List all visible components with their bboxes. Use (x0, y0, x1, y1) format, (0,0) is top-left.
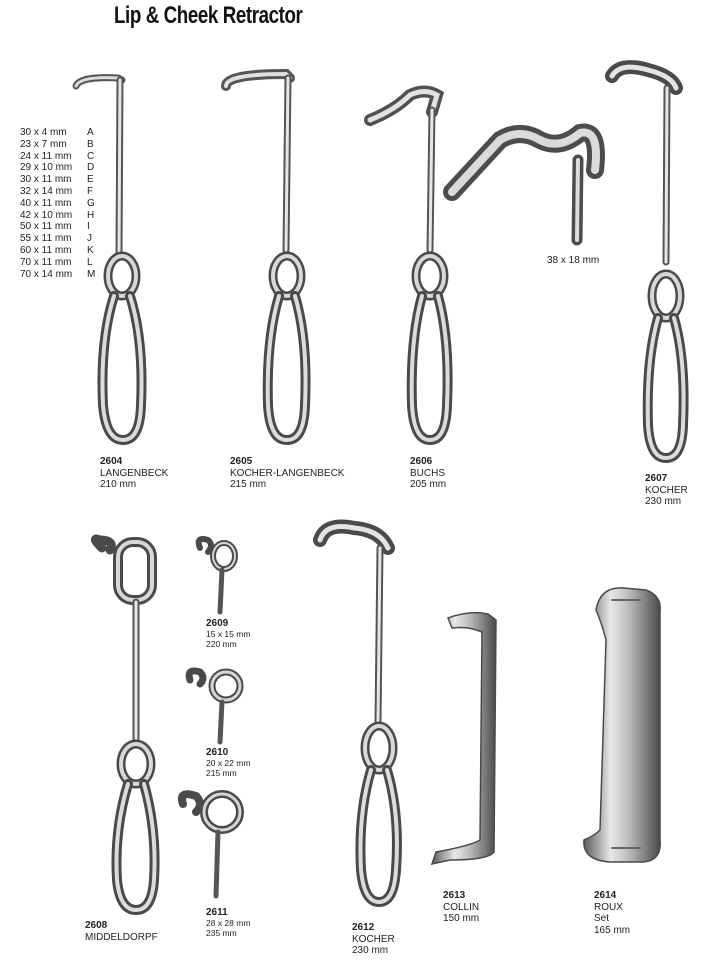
product-code: 2605 (230, 456, 253, 467)
size-dimension: 60 x 11 mm (20, 244, 72, 256)
size-letter: E (87, 174, 94, 186)
product-code: 2612 (352, 922, 375, 933)
product-2614-caption (594, 890, 630, 936)
product-2613-caption (443, 890, 479, 925)
size-dimension: 29 x 10 mm (20, 162, 73, 174)
product-2611-caption (206, 908, 250, 938)
product-code: 2608 (85, 920, 108, 931)
instrument-2614-image (584, 588, 660, 862)
product-2612-caption (352, 922, 395, 957)
size-letter: C (87, 150, 95, 162)
instrument-2606-image (370, 92, 448, 441)
size-letter: B (87, 138, 94, 150)
product-2606-caption (410, 456, 446, 491)
size-dimension: 55 x 11 mm (20, 233, 72, 245)
size-letter: F (87, 185, 94, 197)
size-letter: I (87, 221, 90, 233)
product-set-label: Set (594, 913, 610, 924)
size-letter: K (87, 244, 94, 256)
product-2605-caption (230, 456, 344, 491)
product-name: MIDDELDORPF (85, 931, 158, 943)
page-title: Lip & Cheek Retractor (114, 2, 303, 29)
instrument-2613-image (432, 613, 496, 864)
product-code: 2609 (206, 618, 229, 629)
product-name: BUCHS (410, 467, 446, 479)
product-size: 220 mm (206, 639, 237, 649)
product-size: 230 mm (645, 496, 682, 507)
product-dimension: 15 x 15 mm (206, 629, 251, 639)
product-size: 150 mm (443, 913, 480, 924)
product-dimension: 28 x 28 mm (206, 918, 251, 928)
size-dimension: 30 x 4 mm (20, 127, 67, 138)
size-letter: A (87, 127, 94, 138)
product-size: 205 mm (410, 479, 447, 490)
instrument-2604-image (76, 78, 142, 440)
product-size: 215 mm (230, 479, 267, 490)
product-2609-caption (206, 619, 250, 649)
size-letter: L (87, 256, 93, 268)
product-size: 235 mm (206, 928, 237, 938)
product-name: KOCHER (645, 484, 688, 496)
product-code: 2607 (645, 473, 668, 484)
size-dimension: 23 x 7 mm (20, 138, 67, 150)
size-letter: D (87, 162, 95, 174)
instrument-2608-image (95, 539, 154, 910)
product-dimension: 20 x 22 mm (206, 758, 251, 768)
size-dimension: 24 x 11 mm (20, 150, 72, 162)
product-2608-caption (85, 920, 158, 943)
buchs-blade-detail-image (452, 132, 596, 240)
instrument-2607-image (612, 67, 684, 458)
product-2610-caption (206, 748, 250, 778)
product-name: ROUX (594, 901, 623, 913)
buchs-detail-size: 38 x 18 mm (547, 255, 600, 266)
size-dimension: 30 x 11 mm (20, 174, 72, 186)
size-dimension: 42 x 10 mm (20, 209, 73, 221)
product-code: 2613 (443, 890, 466, 901)
size-letter: M (87, 268, 96, 280)
size-letter: H (87, 209, 95, 221)
size-dimension: 32 x 14 mm (20, 185, 73, 197)
size-dimension: 40 x 11 mm (20, 197, 72, 209)
product-name: KOCHER-LANGENBECK (230, 467, 345, 479)
size-letter: J (87, 233, 92, 245)
product-code: 2604 (100, 456, 123, 467)
size-dimension: 50 x 11 mm (20, 221, 72, 233)
product-size: 210 mm (100, 479, 137, 490)
product-name: LANGENBECK (100, 467, 169, 479)
instrument-2612-image (320, 527, 397, 903)
product-name: KOCHER (352, 933, 395, 945)
product-size: 230 mm (352, 945, 389, 956)
instrument-2609-image (199, 539, 235, 612)
product-code: 2614 (594, 890, 617, 901)
product-name: COLLIN (443, 901, 480, 913)
instrument-2611-image (182, 794, 240, 896)
size-letter: G (87, 197, 95, 209)
instrument-2605-image (226, 74, 306, 440)
size-dimension: 70 x 14 mm (20, 268, 73, 280)
product-2607-caption (645, 473, 688, 508)
product-code: 2611 (206, 907, 228, 918)
size-dimension: 70 x 11 mm (20, 256, 72, 268)
product-code: 2606 (410, 456, 433, 467)
product-size: 215 mm (206, 768, 237, 778)
instrument-2610-image (189, 671, 240, 742)
product-2604-caption (100, 456, 168, 491)
product-size: 165 mm (594, 924, 631, 936)
product-code: 2610 (206, 747, 229, 758)
